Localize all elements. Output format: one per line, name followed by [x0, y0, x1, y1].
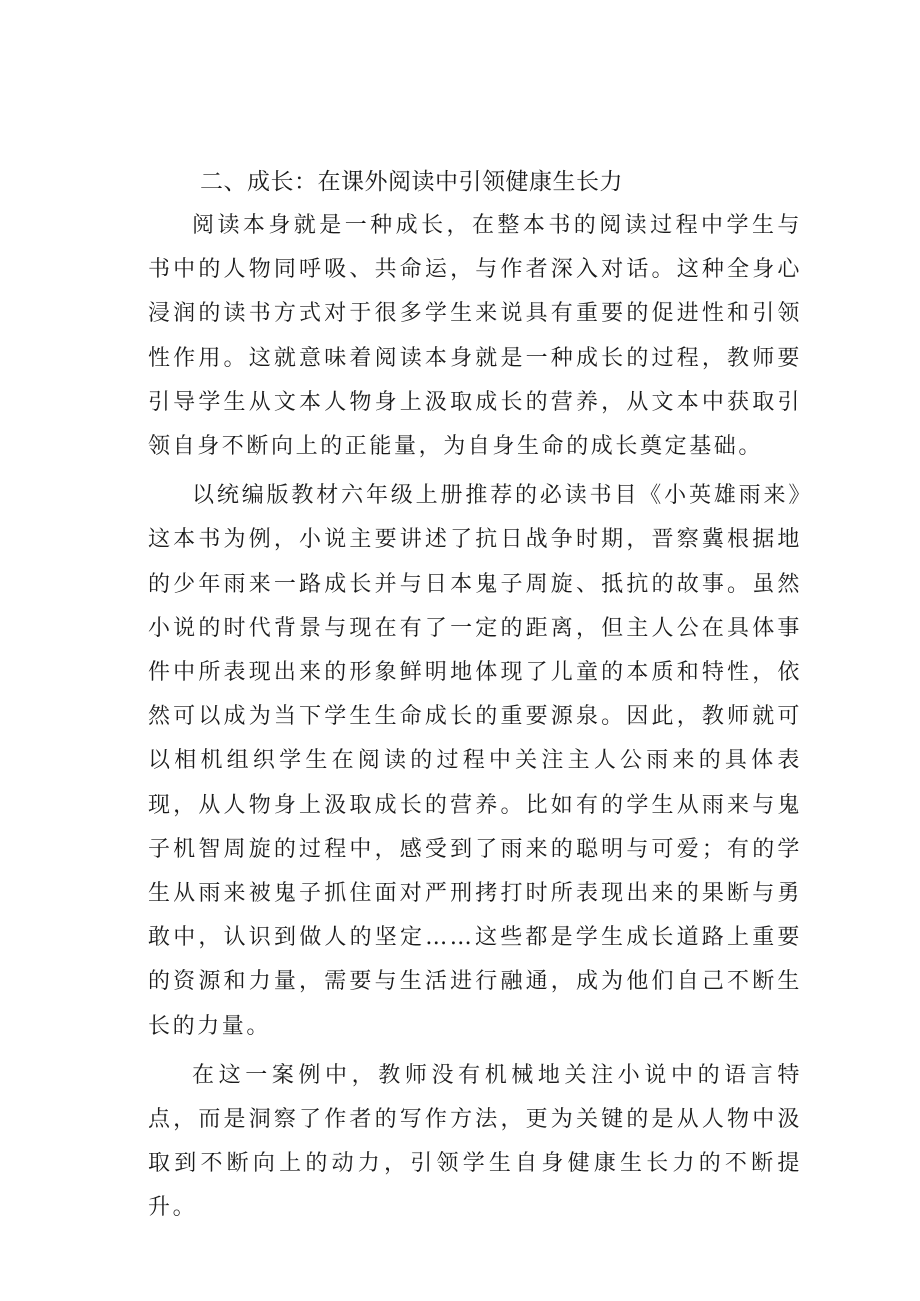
- document-body: [148, 160, 802, 1236]
- paragraph-2: 以统编版教材六年级上册推荐的必读书目《小英雄雨来》这本书为例，小说主要讲述了抗日战争时期，晋察冀根据地的少年雨来一路成长并与日本鬼子周旋、抵抗的故事。虽然小说的时代背景与现在有了一定的距离，但主人公在具体事件中所表现出来的形象鲜明地体现了儿童的本质和特性，依然可以成为当下学生生命成长的重要源泉。因此，教师就可以相机组织学生在阅读的过程中关注主人公雨来的具体表现，从人物身上汲取成长的营养。比如有的学生从雨来与鬼子机智周旋的过程中，感受到了雨来的聪明与可爱；有的学生从雨来被鬼子抓住面对严刑拷打时所表现出来的果断与勇敢中，认识到做人的坚定……这些都是学生成长道路上重要的资源和力量，需要与生活进行融通，成为他们自己不断生长的力量。: [148, 483, 802, 1039]
- paragraph-3: 在这一案例中，教师没有机械地关注小说中的语言特点，而是洞察了作者的写作方法，更为关键的是从人物中汲取到不断向上的动力，引领学生自身健康生长力的不断提升。: [148, 1062, 802, 1221]
- paragraph-1: 阅读本身就是一种成长，在整本书的阅读过程中学生与书中的人物同呼吸、共命运，与作者深入对话。这种全身心浸润的读书方式对于很多学生来说具有重要的促进性和引领性作用。这就意味着阅读本身就是一种成长的过程，教师要引导学生从文本人物身上汲取成长的营养，从文本中获取引领自身不断向上的正能量，为自身生命的成长奠定基础。: [148, 213, 802, 460]
- section-heading: 二、成长：在课外阅读中引领健康生长力: [200, 169, 623, 195]
